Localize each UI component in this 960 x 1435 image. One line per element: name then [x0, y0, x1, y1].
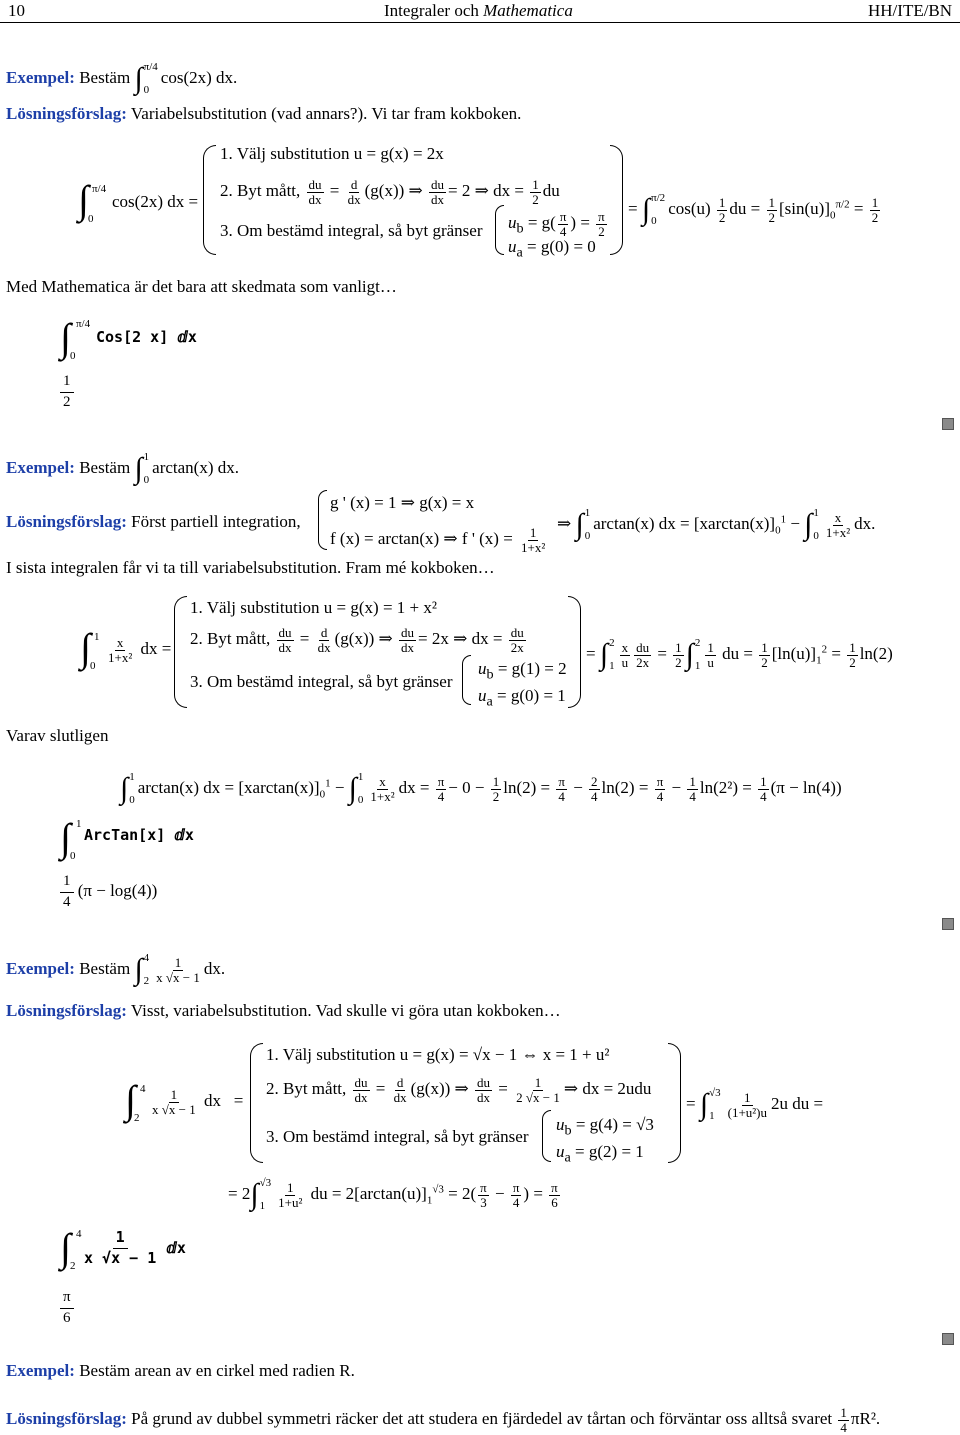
upper-bound-line: $u_b = g(4) = √3$ [556, 1115, 654, 1139]
solution-text: Först partiell integration, [131, 512, 301, 531]
lower-limit: 0 [70, 350, 76, 362]
lower-bound-text: = g(0) = 0 [527, 237, 596, 256]
left-brace [250, 1043, 263, 1163]
ex2-after-text: I sista integralen får vi ta till variabelsubstitution. Fram mé kokboken… [6, 558, 495, 577]
step-2: 2. Byt mått, $\frac{du}{dx}$ = $\frac{d}{dx}$ (g(x)) ⇒ $\frac{du}{dx}$ = 2 ⇒ dx = $\frac{1}{2}$ du [220, 177, 560, 207]
output-numerator: π [60, 1288, 74, 1309]
step-2-label: 2. Byt mått, [266, 1079, 347, 1099]
step-3: 3. Om bestämd integral, så byt gränser [266, 1127, 529, 1146]
small-left-brace [542, 1110, 551, 1162]
solution-3-line [6, 1002, 561, 1019]
lower-limit: 0 [143, 84, 150, 96]
step-2-tail: = 2x ⇒ dx = [418, 629, 503, 649]
page-title [384, 2, 573, 19]
example-label: Exempel: [6, 67, 75, 87]
lower-bound-text: = g(2) = 1 [575, 1142, 644, 1161]
final-e: ln(2) = [601, 777, 649, 797]
small-left-brace [462, 655, 471, 705]
integral-sign: ∫ [60, 815, 71, 860]
ex3-rhs: = ∫ √3 1 $\frac{1}{\text{(1+u²)u}}$ 2u du = [686, 1087, 824, 1122]
solution-label: Lösningsförslag: [6, 1001, 127, 1020]
mathematica-input: ArcTan[x] ⅆx [84, 826, 194, 844]
lower-bound-line: $u_a = g(0) = 0$ [508, 237, 596, 261]
fraction: $\frac{d}{dx}$ [347, 177, 361, 207]
solution-text: Variabelsubstitution (vad annars?). Vi tar fram kokboken. [130, 104, 522, 123]
mathematica-output [60, 1288, 74, 1328]
right-brace [568, 596, 581, 708]
f-line-text: f (x) = arctan(x) ⇒ f ' (x) = [330, 529, 513, 549]
f-line: f (x) = arctan(x) ⇒ f ' (x) = $\frac{1}{\text{1+x²}}$ [330, 525, 546, 555]
final-b: dx = [398, 777, 430, 797]
lower-limit: 2 [134, 1112, 140, 1124]
step-2: 2. Byt mått, $\frac{du}{dx}$ = $\frac{d}{dx}$ (g(x)) ⇒ $\frac{du}{dx}$ = 2x ⇒ dx = $\frac{du}{2x}$ [190, 625, 524, 655]
integral-sign: ∫ [60, 315, 71, 360]
integral-sign: ∫ [125, 1077, 136, 1122]
example-2-line [6, 452, 239, 486]
upper-bound-text: = g(4) = √3 [575, 1115, 654, 1134]
ex2-sub-lhs: $\frac{x}{\text{1+x²}}$ dx = [108, 635, 172, 665]
example-text: Bestäm [79, 67, 131, 87]
lower-limit: 0 [143, 474, 150, 486]
ex3-lhs: $\frac{1}{x √x - 1}$ dx = [152, 1087, 244, 1117]
mathematica-input: Cos[2 x] ⅆx [96, 328, 197, 346]
example-text: Bestäm [79, 457, 131, 477]
right-brace [610, 145, 623, 255]
integrand: dx. [203, 958, 226, 978]
step-1: 1. Välj substitution u = g(x) = 1 + x² [190, 598, 437, 617]
mathematica-output-text: (π − log(4)) [77, 880, 158, 900]
output-denominator: 6 [63, 1309, 71, 1326]
lower-limit: 0 [90, 660, 96, 672]
header-right: HH/ITE/BN [868, 1, 953, 20]
mathematica-intro: Med Mathematica är det bara att skedmata som vanligt… [6, 277, 397, 296]
example-1-line [6, 62, 237, 96]
rhs-bracket: [sin(u)] [779, 198, 830, 218]
step-1: 1. Välj substitution u = g(x) = 2x [220, 144, 444, 163]
lower-limit: 2 [70, 1260, 76, 1272]
fraction: $\frac{du}{dx}$ [431, 177, 445, 207]
upper-limit: 4 [140, 1083, 146, 1095]
upper-limit: 4 [143, 952, 150, 964]
left-brace [203, 145, 216, 255]
step-2-mid: (g(x)) ⇒ [334, 629, 393, 649]
step-2-tail: = 2 ⇒ dx = [448, 181, 524, 201]
final-c: − 0 − [448, 777, 485, 797]
step-2-tail: ⇒ dx = 2udu [563, 1079, 652, 1099]
ex2-sub-rhs: = ∫ 2 1 $\frac{x}{u}$ $\frac{du}{2x}$ = $\frac{1}{2}$ ∫ 2 1 $\frac{1}{u}$ du = $\frac{1}{2}$ $[\ln(u)]_1^2$ = $\frac{1}{2}$ ln(2) [586, 637, 893, 672]
small-left-brace [318, 490, 327, 550]
example-label: Exempel: [6, 457, 75, 477]
final-g: (π − ln(4)) [770, 777, 842, 797]
line2-d: ) = [523, 1183, 543, 1203]
integral-limits [144, 62, 158, 96]
lower-bound-line: $u_a = g(0) = 1$ [478, 686, 566, 710]
upper-limit: π/2 [651, 192, 666, 204]
lower-bound-line: $u_a = g(2) = 1$ [556, 1142, 644, 1166]
sub-rhs-text: du = [722, 643, 753, 663]
rhs-mid: du = [729, 198, 761, 218]
line2-c: = 2( [448, 1183, 477, 1203]
mathematica-input-dx: ⅆx [166, 1238, 186, 1257]
integrand: arctan(x) dx. [152, 457, 239, 477]
sub-ln-bracket: [ln(u)] [771, 643, 817, 663]
lower-limit: 0 [88, 213, 94, 225]
example-3-line: Exempel: Bestäm ∫ 4 2 $\frac{1}{x √x - 1}$ dx. [6, 952, 226, 987]
step-3: 3. Om bestämd integral, så byt gränser [190, 672, 453, 691]
page-number: 10 [8, 1, 25, 20]
example-text: Bestäm [79, 958, 131, 978]
ex3-line2: = 2∫ √3 1 $\frac{1}{\text{1+u²}}$ du = $2[\arctan(u)]_1^{√3} = 2$( $\frac{\pi}{3}$ − $\frac{\pi}{4}$ ) = $\frac{\pi}{6}$ [228, 1177, 558, 1212]
lower-limit: 0 [70, 850, 76, 862]
ex2-result: ⇒ ∫ 1 0 arctan(x) dx = $[xarctan(x)]_0^1$ − ∫ 1 0 $\frac{x}{\text{1+x²}}$ dx. [557, 507, 876, 542]
lower-bound-text: = g(0) = 1 [497, 686, 566, 705]
upper-limit: π/4 [92, 183, 107, 195]
step-1: 1. Välj substitution u = g(x) = √x − 1 ⇔ x = 1 + u² [266, 1045, 610, 1064]
step-3: 3. Om bestämd integral, så byt gränser [220, 221, 483, 240]
step-2-mid: (g(x)) ⇒ [364, 181, 423, 201]
integral-sign: ∫ [134, 62, 143, 95]
step-2-mid: (g(x)) ⇒ [410, 1079, 469, 1099]
integral-limits [144, 953, 150, 987]
integral-sign: ∫ [80, 625, 91, 670]
upper-limit: 4 [76, 1228, 82, 1240]
final-a: arctan(x) dx = [xarctan(x)] [137, 777, 320, 797]
upper-limit: 1 [94, 631, 100, 643]
upper-limit: π/4 [76, 318, 91, 330]
cell-marker-icon[interactable] [942, 918, 954, 930]
step-2-du: du [542, 181, 560, 201]
right-brace [668, 1043, 681, 1163]
solution-text: På grund av dubbel symmetri räcker det att studera en fjärdedel av tårtan och förväntar oss alltså svaret [131, 1409, 833, 1429]
upper-limit: π/4 [143, 61, 158, 73]
output-numerator: 1 [60, 372, 74, 393]
upper-bound-text: = g(1) = 2 [497, 659, 567, 678]
line2-a: = 2 [228, 1183, 251, 1203]
answer-tail: πR². [850, 1409, 881, 1429]
small-left-brace [495, 205, 504, 255]
fraction: $\frac{du}{dx}$ [308, 177, 322, 207]
cell-marker-icon[interactable] [942, 1333, 954, 1345]
integrand: cos(2x) dx. [160, 67, 238, 87]
integral-sign: ∫ [134, 953, 143, 986]
rhs-integrand: cos(u) [668, 198, 711, 218]
ex1-rhs: = ∫ π/2 0 cos(u) $\frac{1}{2}$ du = $\frac{1}{2}$ $[\sin(u)]_0^{\pi/2}$ = $\frac{1}{2}$ [628, 192, 879, 227]
varav-text: Varav slutligen [6, 726, 109, 745]
step-2-label: 2. Byt mått, [190, 629, 271, 649]
lower-limit: 2 [143, 975, 150, 987]
rhs-end: 2u du = [771, 1093, 824, 1113]
step-2: 2. Byt mått, $\frac{du}{dx}$ = $\frac{d}{dx}$ (g(x)) ⇒ $\frac{du}{dx}$ = $\frac{1}{2 √x - 1}$ ⇒ dx = 2udu [266, 1075, 652, 1105]
mathematica-output: $\frac{1}{4}$ (π − log(4)) [60, 872, 157, 912]
solution-label: Lösningsförslag: [6, 1409, 127, 1429]
upper-bound-line: $u_b = g$( $\frac{\pi}{4}$ ) = $\frac{\pi}{2}$ [508, 209, 605, 239]
sub-result: ln(2) [859, 643, 893, 663]
cell-marker-icon[interactable] [942, 418, 954, 430]
result-text: arctan(x) dx = [xarctan(x)] [593, 513, 776, 533]
ex2-final-line: ∫ 1 0 arctan(x) dx = $[xarctan(x)]_0^1$ − ∫ 1 0 $\frac{x}{\text{1+x²}}$ dx = $\frac{\pi}{4}$ − 0 − $\frac{1}{2}$ ln(2) = $\frac{\pi}{4}$ − $\frac{2}{4}$ ln(2) = $\frac{\pi}{4}$ − $\frac{1}{4}$ ln(2²) = $\frac{1}{4}$ (π − ln(4)) [120, 771, 842, 806]
upper-limit: 1 [76, 818, 82, 830]
solution-4-line: Lösningsförslag: På grund av dubbel symmetri räcker det att studera en fjärdedel av tårtan och förväntar oss alltså svaret $\frac{1}{4}$ πR². [6, 1405, 881, 1435]
fraction: $\frac{1}{2}$ [532, 177, 539, 207]
result-tail: dx. [854, 513, 876, 533]
integral-sign: ∫ [78, 177, 89, 222]
example-label: Exempel: [6, 1361, 75, 1380]
rhs-equals: = [853, 198, 864, 218]
solution-2-line [6, 513, 301, 530]
mathematica-input: 1 x √x − 1 ⅆx [84, 1228, 186, 1267]
final-d: ln(2) = [503, 777, 551, 797]
line2-b: du = 2[arctan(u)] [310, 1183, 427, 1203]
final-f: ln(2²) = [699, 777, 752, 797]
integral-sign: ∫ [134, 452, 143, 485]
solution-label: Lösningsförslag: [6, 104, 127, 123]
upper-bound-line: $u_b = g(1) = 2$ [478, 659, 567, 683]
mathematica-output [60, 372, 74, 412]
example-label: Exempel: [6, 958, 75, 978]
output-denominator: 2 [63, 393, 71, 410]
left-brace [174, 596, 187, 708]
header-divider [0, 22, 960, 23]
solution-text: Visst, variabelsubstitution. Vad skulle vi göra utan kokboken… [130, 1001, 561, 1020]
title-prefix: Integraler och [384, 1, 484, 20]
step-2-label: 2. Byt mått, [220, 181, 301, 201]
title-italic: Mathematica [483, 1, 573, 20]
g-line: g ' (x) = 1 ⇒ g(x) = x [330, 493, 475, 512]
example-text: Bestäm arean av en cirkel med radien R. [79, 1361, 355, 1380]
integral-sign: ∫ [60, 1225, 71, 1270]
integral-limits [144, 452, 150, 486]
upper-limit: 1 [143, 451, 150, 463]
example-4-line [6, 1362, 355, 1379]
solution-label: Lösningsförslag: [6, 512, 127, 531]
ex1-lhs: cos(2x) dx = [112, 192, 199, 211]
solution-1-line [6, 105, 521, 122]
